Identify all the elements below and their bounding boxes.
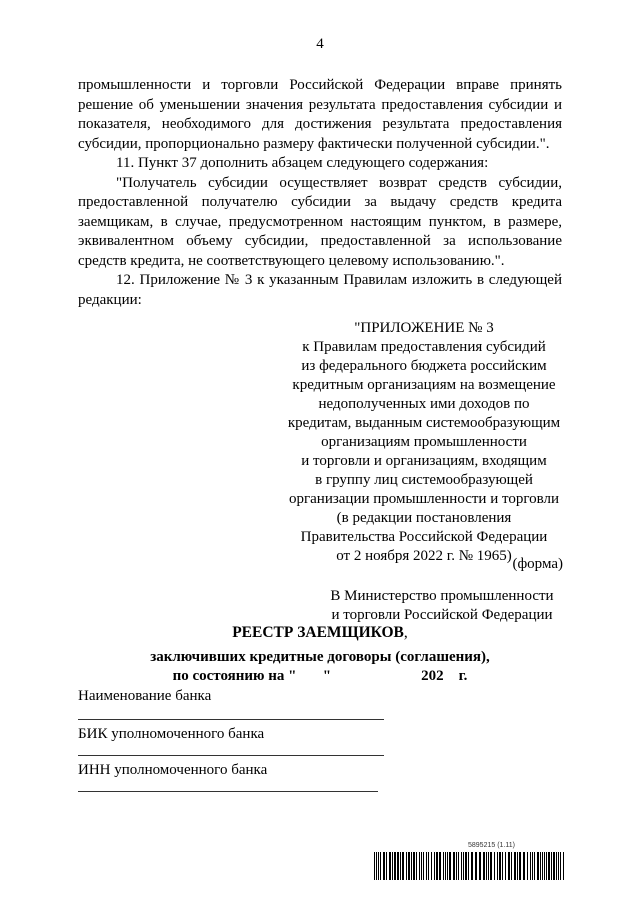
paragraph-continuation: промышленности и торговли Российской Федерации вправе принять решение об уменьшении значения результата предоставления субсидии и показателя, необходимого для достижения результата предоставления субсидии, пропорционально размеру фактически полученной субсидии.". xyxy=(78,77,562,152)
appendix-line: организации промышленности и торговли xyxy=(288,491,559,507)
barcode-caption: 5895215 (1.11) xyxy=(468,842,515,849)
appendix-line: кредитам, выданным системообразующим xyxy=(287,415,561,431)
addressee xyxy=(320,587,564,625)
page-number: 4 xyxy=(316,36,324,52)
registry-subtitle xyxy=(144,648,496,686)
addressee-line: В Министерство промышленности xyxy=(330,588,554,604)
inn-label: ИНН уполномоченного банка xyxy=(78,762,268,778)
appendix-header xyxy=(284,319,564,566)
paragraph-item-11: 11. Пункт 37 дополнить абзацем следующего содержания: xyxy=(116,155,489,171)
registry-title-text: РЕЕСТР ЗАЕМЩИКОВ xyxy=(232,624,404,641)
appendix-line: недополученных ими доходов по xyxy=(318,396,530,412)
paragraph-quote: "Получатель субсидии осуществляет возврат средств субсидии, предоставленной получателю субсидии за выдачу средств кредита заемщикам, в случае, предусмотренном настоящим пунктом, в размере, эквивалентном объему субсидии, предоставленной за использование средств кредита, не соответствующего целевому использованию.". xyxy=(78,174,562,269)
bank-name-label: Наименование банка xyxy=(78,688,212,704)
appendix-line: организациям промышленности xyxy=(321,434,527,450)
appendix-line: в группу лиц системообразующей xyxy=(315,472,533,488)
appendix-line: Правительства Российской Федерации xyxy=(300,529,548,545)
inn-field-line xyxy=(78,791,378,792)
bank-name-field-line xyxy=(78,719,384,720)
registry-title-comma: , xyxy=(403,624,408,641)
addressee-line: и торговли Российской Федерации xyxy=(331,607,553,623)
paragraph-item-12: 12. Приложение № 3 к указанным Правилам изложить в следующей редакции: xyxy=(78,272,562,308)
form-label: (форма) xyxy=(512,556,563,572)
appendix-line: "ПРИЛОЖЕНИЕ № 3 xyxy=(354,320,494,336)
registry-date-line: по состоянию на " " 202 г. xyxy=(172,668,468,684)
registry-subtitle-line: заключивших кредитные договоры (соглашения), xyxy=(150,649,490,665)
appendix-line: от 2 ноября 2022 г. № 1965) xyxy=(336,548,512,564)
body-text xyxy=(78,76,562,310)
registry-title xyxy=(0,624,640,642)
appendix-line: из федерального бюджета российским xyxy=(301,358,547,374)
appendix-line: (в редакции постановления xyxy=(336,510,512,526)
bik-label: БИК уполномоченного банка xyxy=(78,726,265,742)
bik-field-line xyxy=(78,755,384,756)
barcode-image xyxy=(374,852,564,880)
appendix-line: к Правилам предоставления субсидий xyxy=(302,339,546,355)
appendix-line: кредитным организациям на возмещение xyxy=(292,377,556,393)
appendix-line: и торговли и организациям, входящим xyxy=(301,453,547,469)
